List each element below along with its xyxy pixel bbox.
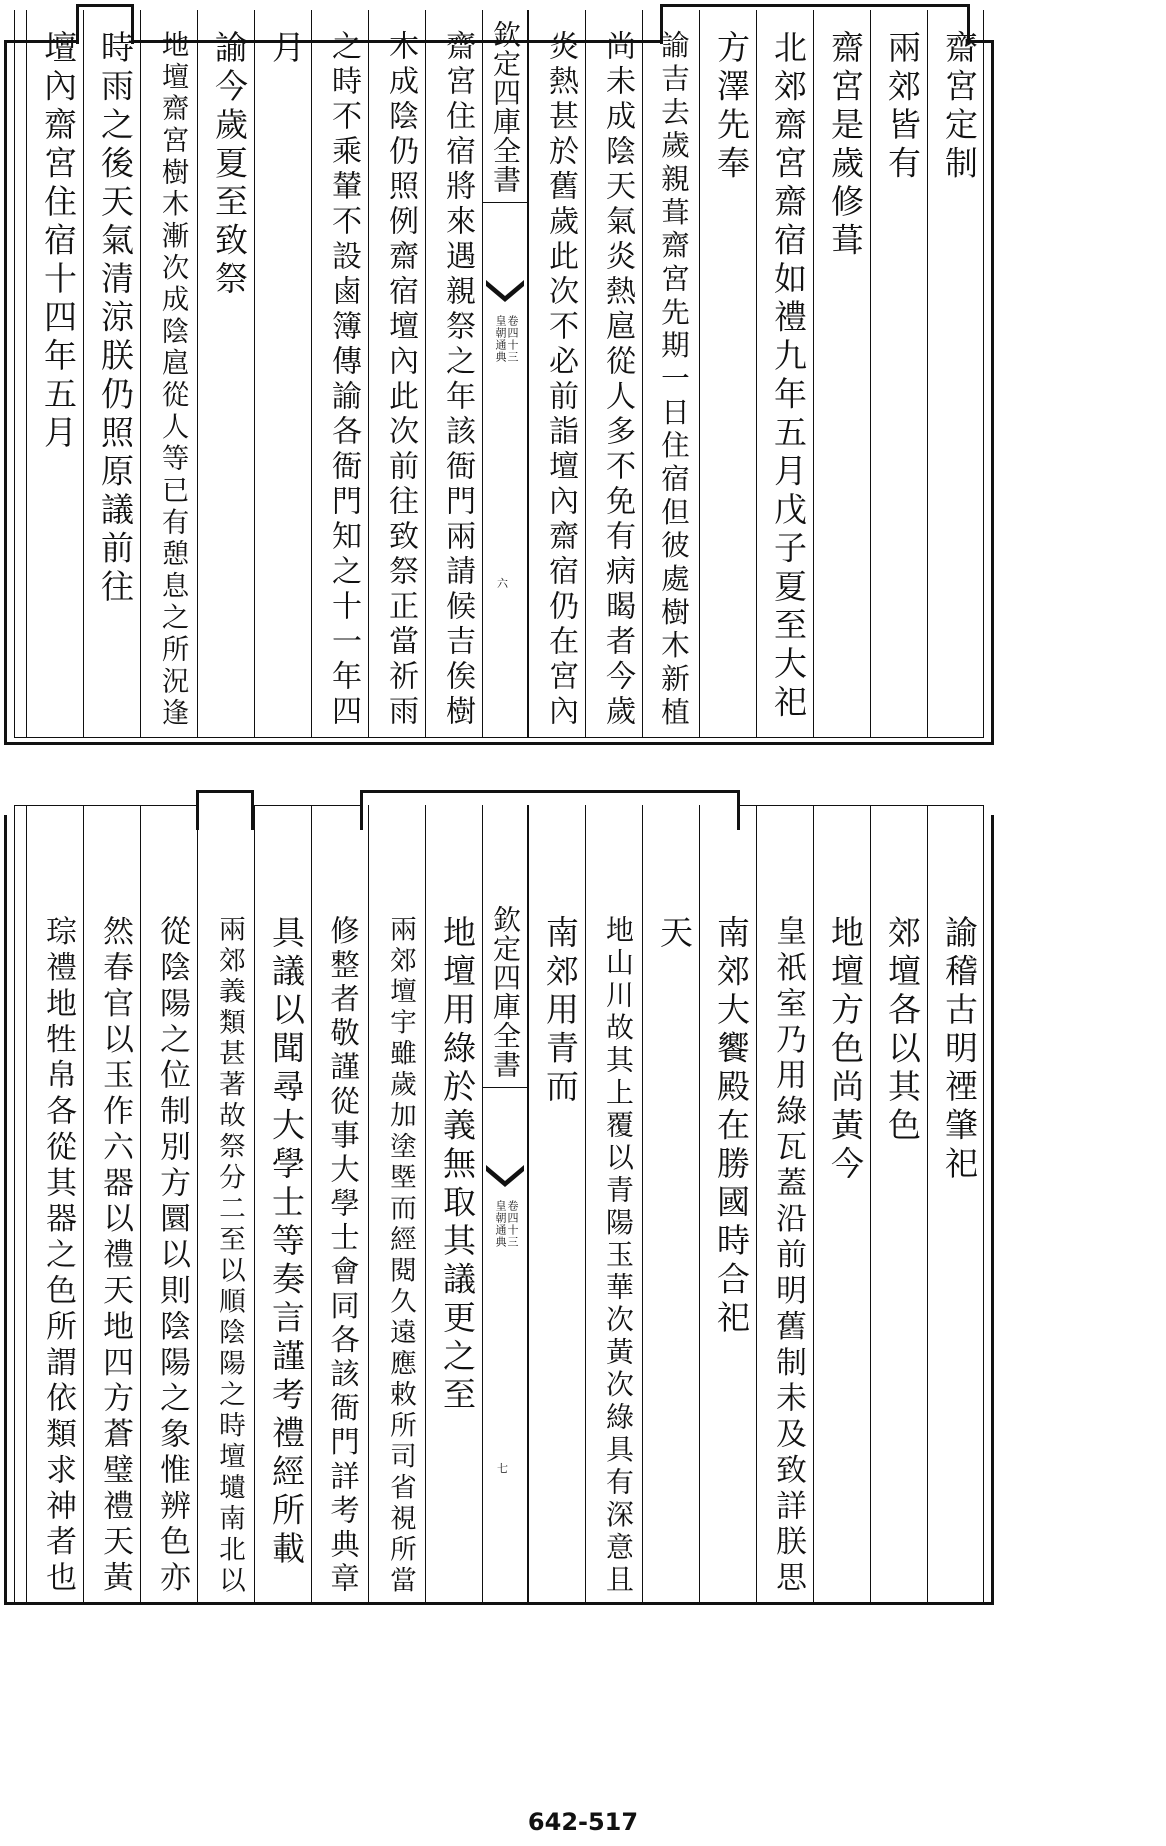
top-column-text: 齋宮定制 xyxy=(940,30,979,184)
top-columns xyxy=(14,10,984,738)
bottom-text-column xyxy=(528,805,585,1605)
bottom-text-column xyxy=(83,805,140,1605)
bottom-column-text: 皇祇室乃用綠瓦蓋沿前明舊制未及致詳朕思 xyxy=(770,915,806,1597)
top-text-column xyxy=(26,10,83,738)
top-column-text: 齋宮是歲修葺 xyxy=(826,30,865,261)
top-fish-tail-icon xyxy=(486,280,524,302)
top-column-text: 木成陰仍照例齋宿壇內此次前往致祭正當祈雨 xyxy=(383,30,418,730)
bottom-center-title: 欽定四庫全書 xyxy=(483,905,527,1088)
top-column-text: 時雨之後天氣清涼朕仍照原議前往 xyxy=(96,30,135,608)
bottom-page xyxy=(0,905,1166,1805)
top-text-column xyxy=(425,10,482,738)
bottom-text-column xyxy=(197,805,254,1605)
bottom-column-text: 然春官以玉作六器以禮天地四方蒼璧禮天黃 xyxy=(97,915,133,1597)
top-text-column xyxy=(813,10,870,738)
top-text-column xyxy=(585,10,642,738)
top-center-strip xyxy=(482,10,528,738)
bottom-column-text: 南郊用青而 xyxy=(541,915,580,1108)
bottom-text-column xyxy=(425,805,482,1605)
bottom-column-text: 天 xyxy=(655,915,694,954)
bottom-column-text: 諭稽古明禋肇祀 xyxy=(940,915,979,1185)
bottom-center-page: 七 xyxy=(497,1462,508,1475)
bottom-column-text: 南郊大饗殿在勝國時合祀 xyxy=(712,915,751,1339)
top-center-book: 皇朝通典 xyxy=(494,315,507,363)
bottom-column-text: 琮禮地牲帛各從其器之色所謂依類求神者也 xyxy=(40,915,76,1597)
bottom-text-column xyxy=(870,805,927,1605)
bottom-fish-tail-icon xyxy=(486,1165,524,1187)
bottom-text-column xyxy=(368,805,425,1605)
top-column-text: 地壇齋宮樹木漸次成陰扈從人等已有憩息之所況逢 xyxy=(157,30,188,730)
top-column-text: 齋宮住宿將來遇親祭之年該衙門兩請候吉俟樹 xyxy=(440,30,475,730)
bottom-column-text: 具議以聞尋大學士等奏言謹考禮經所載 xyxy=(267,915,306,1570)
bottom-column-text: 地壇方色尚黃今 xyxy=(826,915,865,1185)
top-text-column xyxy=(756,10,813,738)
top-center-page: 六 xyxy=(497,577,508,590)
bottom-column-text: 修整者敬謹從事大學士會同各該衙門詳考典章 xyxy=(326,915,360,1597)
top-column-text: 月 xyxy=(267,30,306,69)
top-text-column xyxy=(642,10,699,738)
top-text-column xyxy=(699,10,756,738)
bottom-text-column xyxy=(699,805,756,1605)
bottom-text-column xyxy=(254,805,311,1605)
top-column-text: 兩郊皆有 xyxy=(883,30,922,184)
top-text-column xyxy=(83,10,140,738)
bottom-center-volume: 卷四十三 xyxy=(506,1200,519,1248)
bottom-column-text: 地山川故其上覆以青陽玉華次黃次綠具有深意且 xyxy=(601,915,634,1597)
top-column-text: 壇內齋宮住宿十四年五月 xyxy=(39,30,78,454)
top-column-text: 方澤先奉 xyxy=(712,30,751,184)
top-column-text: 之時不乘輦不設鹵簿傳諭各衙門知之十一年四 xyxy=(326,30,361,730)
top-column-text: 諭今歲夏至致祭 xyxy=(210,30,249,300)
bottom-text-column xyxy=(311,805,368,1605)
bottom-column-text: 郊壇各以其色 xyxy=(883,915,922,1146)
bottom-center-strip xyxy=(482,805,528,1605)
bottom-text-column xyxy=(140,805,197,1605)
bottom-center-book: 皇朝通典 xyxy=(494,1200,507,1248)
bottom-text-column xyxy=(26,805,83,1605)
top-page xyxy=(0,0,1166,880)
top-column-text: 尚未成陰天氣炎熱扈從人多不免有病暍者今歲 xyxy=(600,30,635,730)
bottom-text-column xyxy=(927,805,984,1605)
top-text-column xyxy=(870,10,927,738)
bottom-text-column xyxy=(813,805,870,1605)
top-center-volume: 卷四十三 xyxy=(506,315,519,363)
top-text-column xyxy=(254,10,311,738)
bottom-text-column xyxy=(585,805,642,1605)
top-text-column xyxy=(927,10,984,738)
top-column-text: 炎熱甚於舊歲此次不必前詣壇內齋宿仍在宮內 xyxy=(543,30,578,730)
top-text-column xyxy=(311,10,368,738)
top-column-text: 北郊齋宮齋宿如禮九年五月戊子夏至大祀 xyxy=(769,30,808,723)
top-column-text: 諭吉去歲親葺齋宮先期一日住宿但彼處樹木新植 xyxy=(657,30,691,730)
bottom-text-column xyxy=(756,805,813,1605)
bottom-column-text: 地壇用綠於義無取其議更之至 xyxy=(438,915,477,1416)
top-center-title: 欽定四庫全書 xyxy=(483,20,527,203)
top-text-column xyxy=(197,10,254,738)
top-text-column xyxy=(368,10,425,738)
bottom-column-text: 兩郊壇宇雖歲加塗塈而經閱久遠應敕所司省視所當 xyxy=(385,915,416,1597)
top-text-column xyxy=(528,10,585,738)
bottom-column-text: 兩郊義類甚著故祭分二至以順陰陽之時壇壝南北以 xyxy=(214,915,245,1597)
bottom-columns xyxy=(14,805,984,1605)
bottom-text-column xyxy=(642,805,699,1605)
bottom-column-text: 從陰陽之位制別方圜以則陰陽之象惟辨色亦 xyxy=(154,915,190,1597)
top-text-column xyxy=(140,10,197,738)
page-number: 642-517 xyxy=(527,1808,639,1836)
